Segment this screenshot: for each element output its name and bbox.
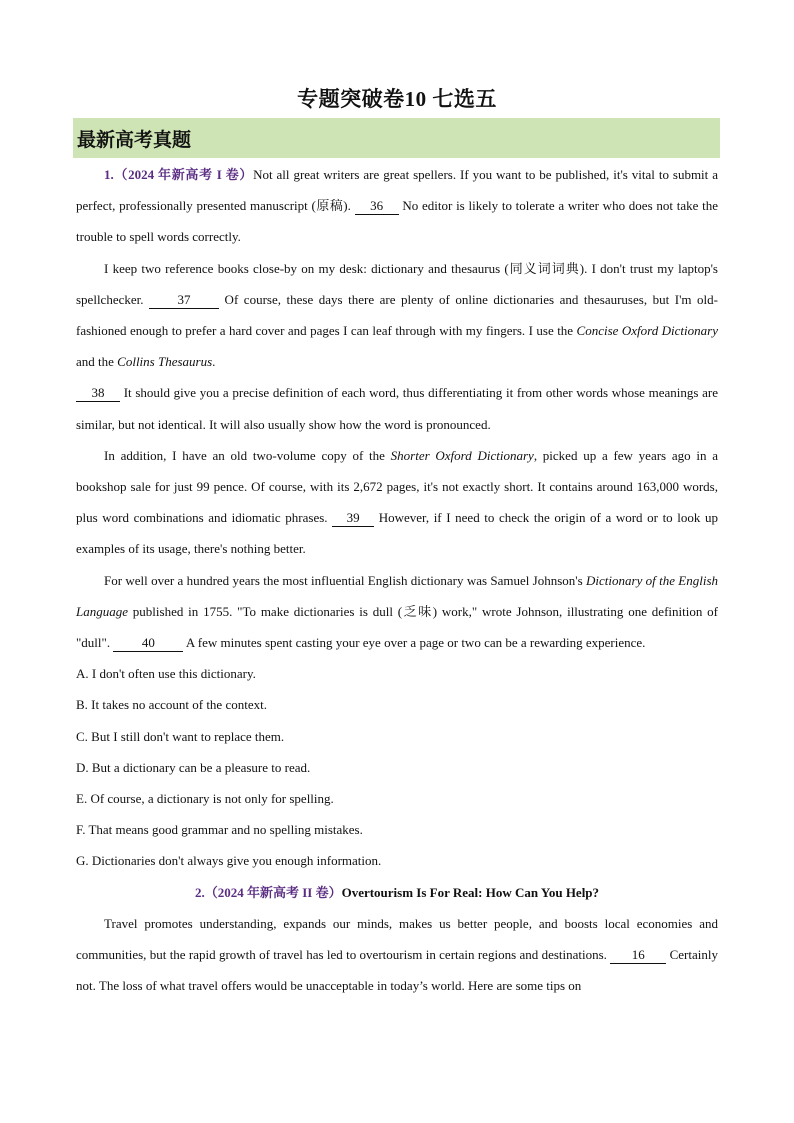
q1-p4-text-b: , picked up a few years ago in a bookshop sale for just 99 pence. Of course, with its 2,672 pages, it's not exactly short. It contains around 163,000 words, plus word combinations and idiomatic phrases.: [76, 447, 718, 526]
q1-p5-text-c: A few minutes spent casting your eye over a page or two can be a rewarding experience.: [183, 635, 646, 651]
option-f[interactable]: F. That means good grammar and no spelling mistakes.: [76, 822, 363, 838]
q1-p2-text-a: I keep two reference books close-by on my desk: dictionary and thesaurus (同义词词典). I don't trust my laptop's spellchecker.: [76, 260, 718, 307]
book-title-concise-oxford: Concise Oxford Dictionary: [576, 323, 718, 339]
blank-39[interactable]: 39: [332, 510, 374, 527]
q1-p2-text-b: Of course, these days there are plenty of online dictionaries and thesauruses, but I'm old-fashioned enough to prefer a hard cover and pages I can leaf through with my fingers. I use the: [76, 291, 718, 339]
document-body: [76, 159, 718, 1001]
blank-38[interactable]: 38: [76, 385, 120, 402]
q2-paragraph-1: [76, 908, 718, 1002]
section-header: 最新高考真题: [73, 118, 720, 158]
option-e[interactable]: E. Of course, a dictionary is not only for spelling.: [76, 791, 334, 807]
q1-p5-text-b: published in 1755. "To make dictionaries is dull (乏味) work," wrote Johnson, illustrating one definition of "dull".: [76, 603, 718, 651]
q1-paragraph-2: [76, 253, 718, 378]
q1-p4-text-c: However, if I need to check the origin of a word or to look up examples of its usage, there's nothing better.: [76, 510, 718, 557]
q1-source-tag: 1.（2024 年新高考 I 卷）: [104, 167, 254, 182]
q2-p1-text-a: Travel promotes understanding, expands our minds, makes us better people, and boosts local economies and communities, but the rapid growth of travel has led to overtourism in certain regions and destinations.: [76, 915, 718, 963]
option-d[interactable]: D. But a dictionary can be a pleasure to read.: [76, 759, 311, 775]
blank-36[interactable]: 36: [355, 198, 399, 215]
q1-p1-text-a: Not all great writers are great spellers. If you want to be published, it's vital to submit a perfect, professionally presented manuscript (原稿).: [76, 167, 718, 214]
q1-p4-text-a: In addition, I have an old two-volume copy of the: [104, 447, 391, 463]
blank-37[interactable]: 37: [149, 292, 219, 309]
q1-paragraph-4: [76, 440, 718, 565]
q2-heading: Overtourism Is For Real: How Can You Help?: [341, 884, 600, 900]
q1-p2-text-c: and the: [76, 354, 118, 370]
option-c[interactable]: C. But I still don't want to replace them.: [76, 728, 285, 744]
blank-16[interactable]: 16: [610, 947, 666, 964]
blank-40[interactable]: 40: [113, 635, 183, 652]
page-title: 专题突破卷10 七选五: [297, 87, 497, 111]
book-title-shorter-oxford: Shorter Oxford Dictionary: [390, 447, 534, 463]
q1-p5-text-a: For well over a hundred years the most influential English dictionary was Samuel Johnson's: [104, 572, 587, 588]
option-a[interactable]: A. I don't often use this dictionary.: [76, 666, 256, 682]
q1-p3-text: It should give you a precise definition of each word, thus differentiating it from other words whose meanings are similar, but not identical. It will also usually show how the word is pronounced.: [76, 385, 718, 432]
book-title-johnson: Dictionary of the English Language: [76, 572, 719, 619]
q2-source-tag: 2.（2024 年新高考 II 卷）: [194, 884, 342, 900]
q1-p2-text-d: .: [212, 354, 216, 370]
option-g[interactable]: G. Dictionaries don't always give you enough information.: [76, 853, 382, 869]
option-b[interactable]: B. It takes no account of the context.: [76, 697, 267, 713]
q2-heading-line: [76, 877, 718, 908]
q1-paragraph-5: [76, 565, 718, 659]
book-title-collins: Collins Thesaurus: [117, 354, 213, 370]
q1-p1-text-b: No editor is likely to tolerate a writer who does not take the trouble to spell words correctly.: [76, 198, 719, 245]
q1-paragraph-3: [76, 377, 718, 439]
q1-paragraph-1: [76, 159, 718, 253]
q2-p1-text-b: Certainly not. The loss of what travel offers would be unacceptable in today’s world. Here are some tips on: [76, 947, 718, 994]
